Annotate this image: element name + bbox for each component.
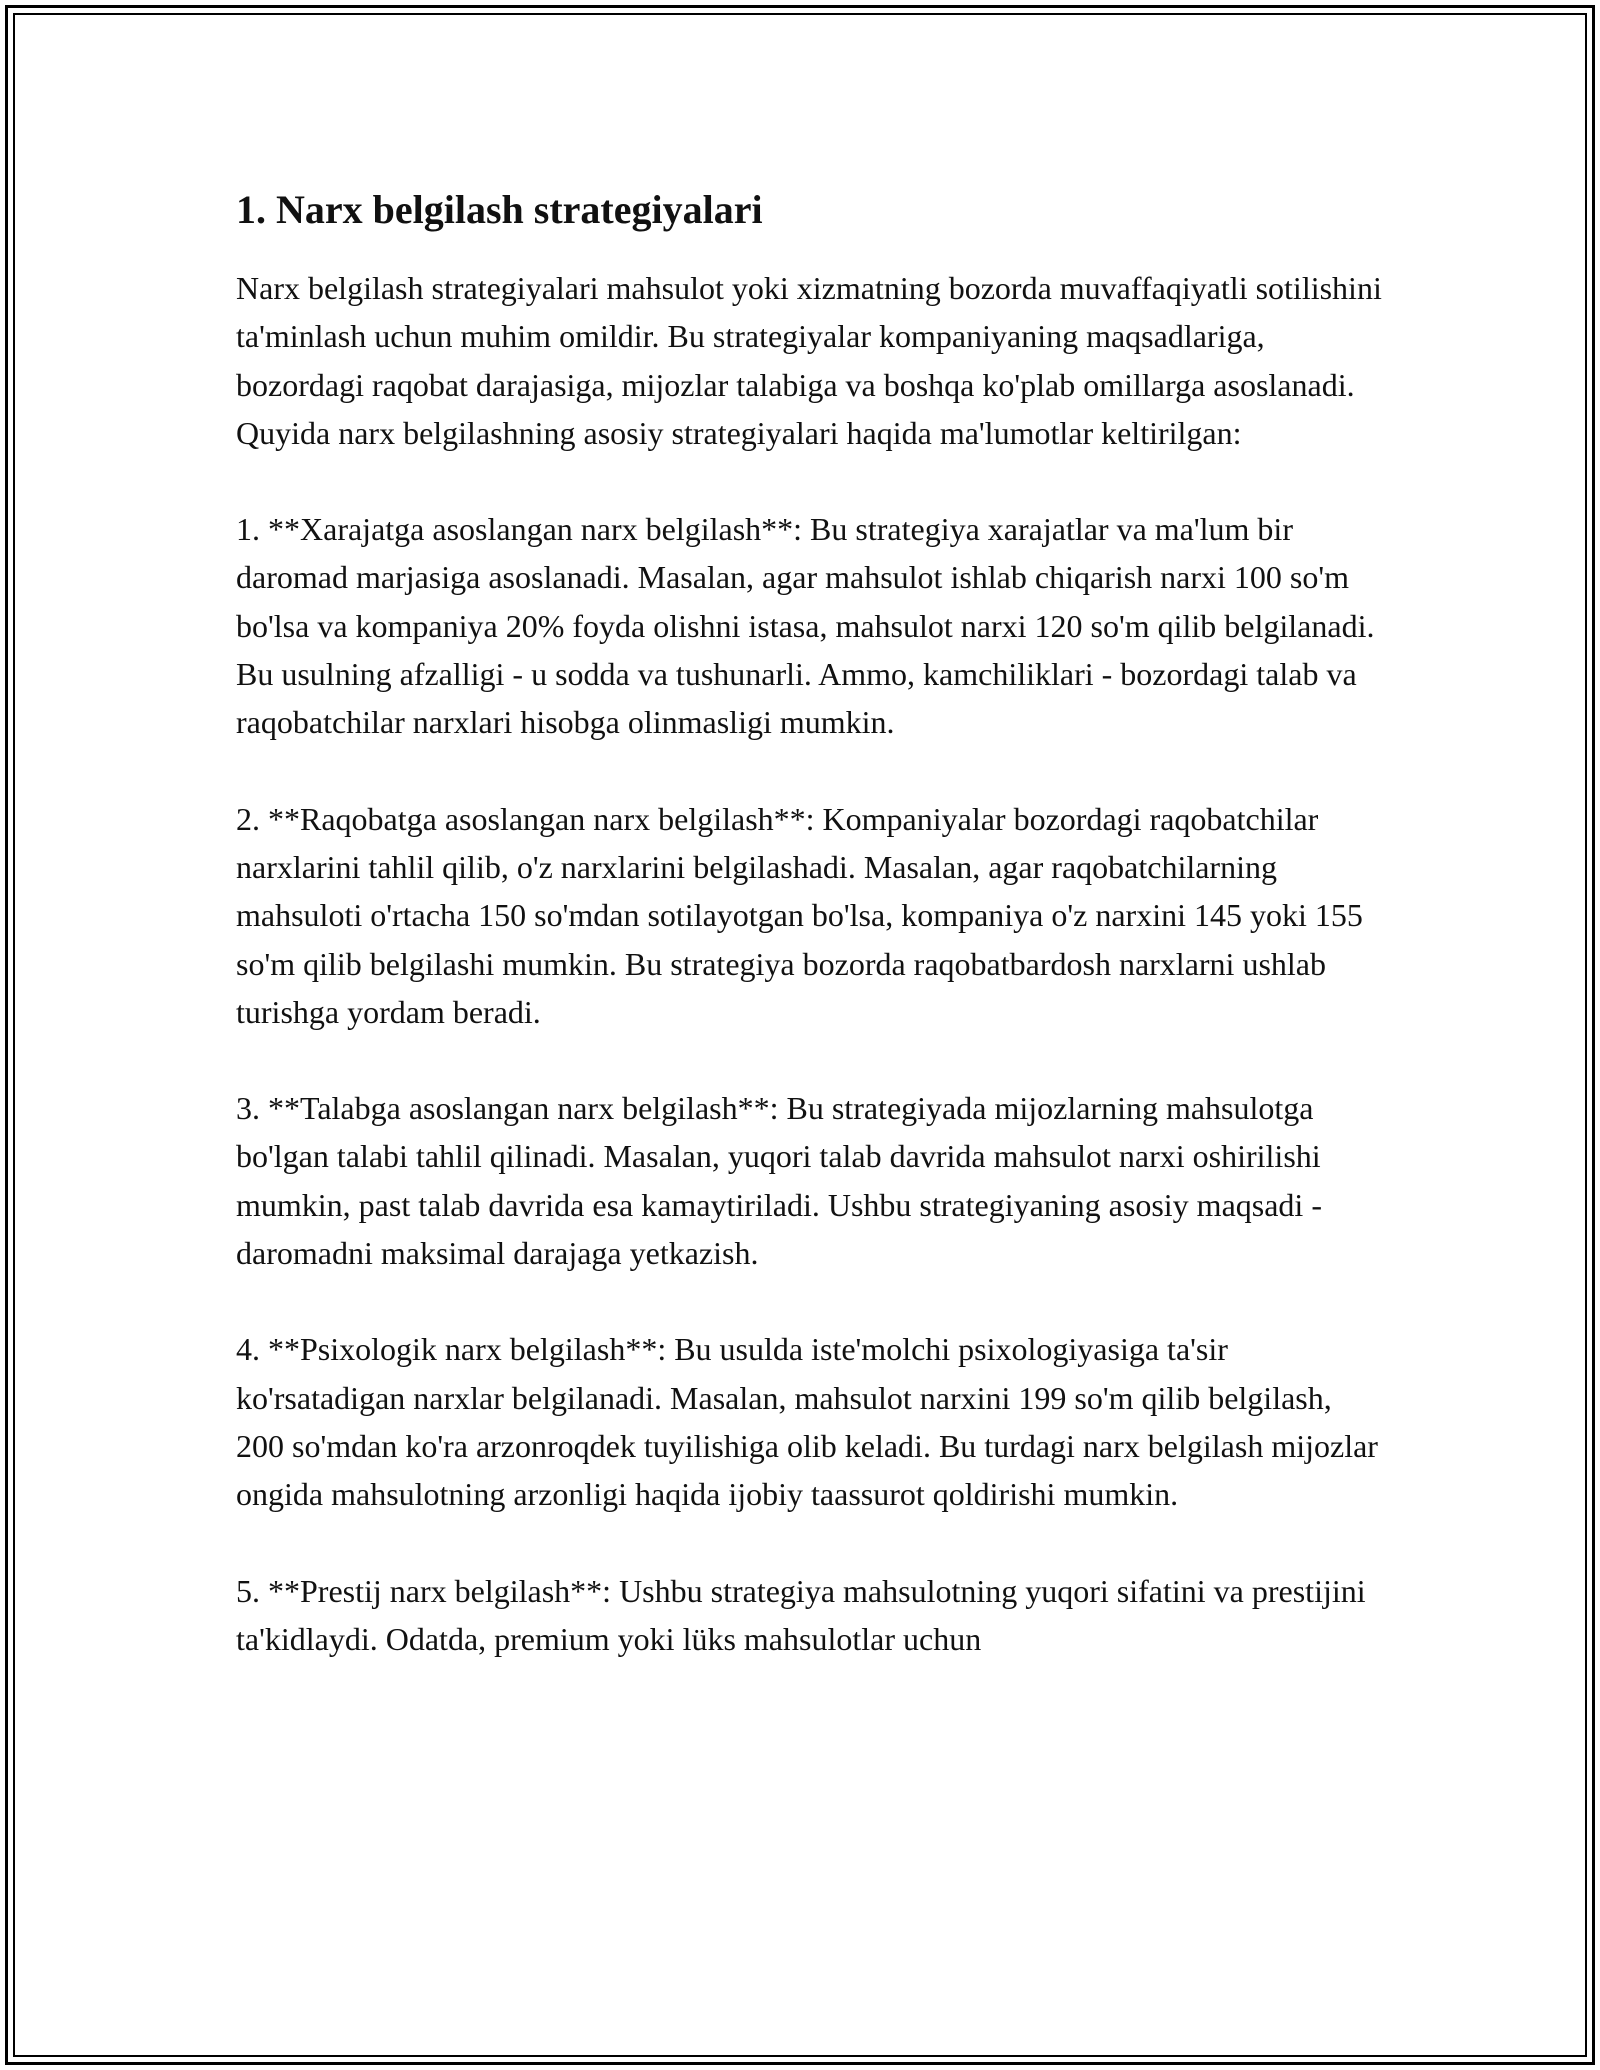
strategy-paragraph-competition-based: 2. **Raqobatga asoslangan narx belgilash**: Kompaniyalar bozordagi raqobatchilar narxlarini tahlil qilib, o'z narxlarini belgilashadi. Masalan, agar raqobatchilarning mahsuloti o'rtacha 150 so'mdan sotilayotgan bo'lsa, kompaniya o'z narxini 145 yoki 155 so'm qilib belgilashi mumkin. Bu strategiya bozorda raqobatbardosh narxlarni ushlab turishga yordam beradi. <box>236 800 1363 1030</box>
strategy-paragraph-psychological: 4. **Psixologik narx belgilash**: Bu usulda iste'molchi psixologiyasiga ta'sir ko'rsatadigan narxlar belgilanadi. Masalan, mahsulot narxini 199 so'm qilib belgilash, 200 so'mdan ko'ra arzonroqdek tuyilishiga olib keladi. Bu turdagi narx belgilash mijozlar ongida mahsulotning arzonligi haqida ijobiy taassurot qoldirishi mumkin. <box>236 1331 1378 1513</box>
document-page <box>236 186 1386 1711</box>
strategy-paragraph-prestige: 5. **Prestij narx belgilash**: Ushbu strategiya mahsulotning yuqori sifatini va prestijini ta'kidlaydi. Odatda, premium yoki lüks mahsulotlar uchun <box>236 1572 1366 1657</box>
strategy-paragraph-demand-based: 3. **Talabga asoslangan narx belgilash**: Bu strategiyada mijozlarning mahsulotga bo'lgan talabi tahlil qilinadi. Masalan, yuqori talab davrida mahsulot narxi oshirilishi mumkin, past talab davrida esa kamaytiriladi. Ushbu strategiyaning asosiy maqsadi - daromadni maksimal darajaga yetkazish. <box>236 1090 1322 1272</box>
strategy-paragraph-cost-based: 1. **Xarajatga asoslangan narx belgilash**: Bu strategiya xarajatlar va ma'lum bir daromad marjasiga asoslanadi. Masalan, agar mahsulot ishlab chiqarish narxi 100 so'm bo'lsa va kompaniya 20% foyda olishni istasa, mahsulot narxi 120 so'm qilib belgilanadi. Bu usulning afzalligi - u sodda va tushunarli. Ammo, kamchiliklari - bozordagi talab va raqobatchilar narxlari hisobga olinmasligi mumkin. <box>236 511 1375 741</box>
intro-paragraph: Narx belgilash strategiyalari mahsulot yoki xizmatning bozorda muvaffaqiyatli sotilishini ta'minlash uchun muhim omildir. Bu strategiyalar kompaniyaning maqsadlariga, bozordagi raqobat darajasiga, mijozlar talabiga va boshqa ko'plab omillarga asoslanadi. Quyida narx belgilashning asosiy strategiyalari haqida ma'lumotlar keltirilgan: <box>236 270 1382 451</box>
section-heading: 1. Narx belgilash strategiyalari <box>236 187 763 232</box>
